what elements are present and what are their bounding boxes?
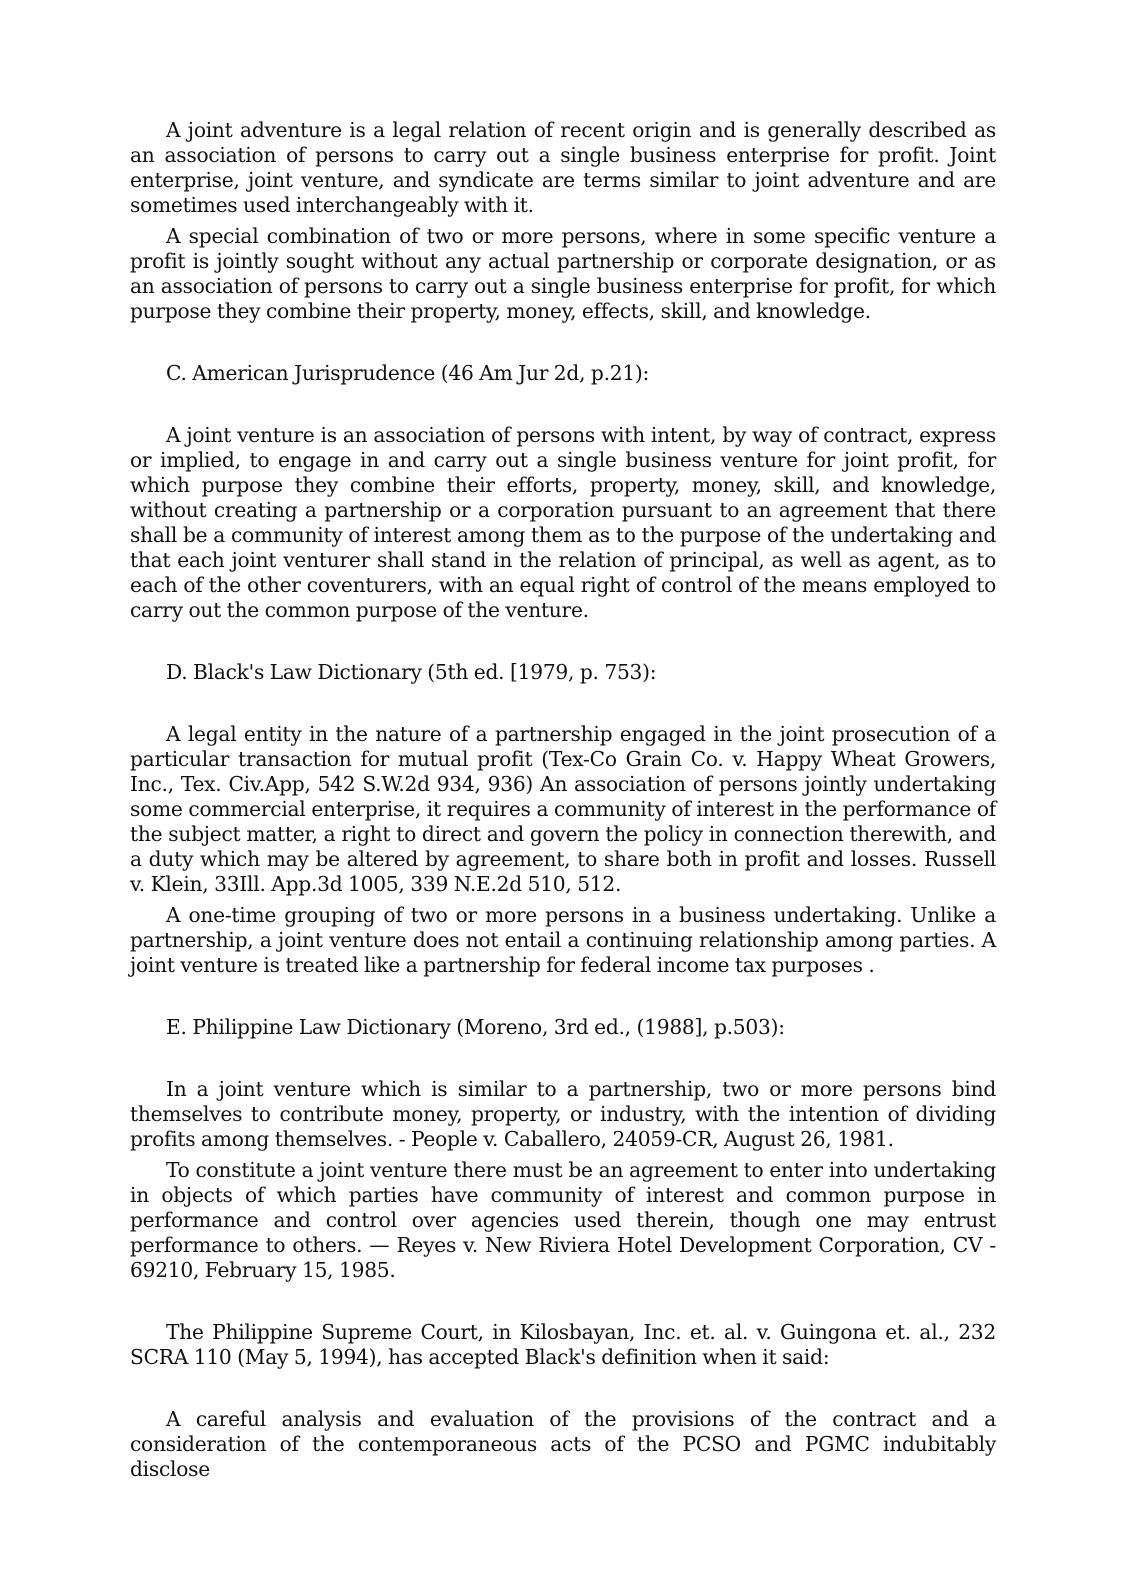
paragraph-am-jur-definition: A joint venture is an association of persons with intent, by way of contract, express or implied, to engage in and carry out a single business venture for joint profit, for which purpose they combine their efforts, property, money, skill, and knowledge, without creating a partnership or a corporation pursuant to an agreement that there shall be a community of interest among them as to the purpose of the undertaking and that each joint venturer shall stand in the relation of principal, as well as agent, as to each of the other coventurers, with an equal right of control of the means employed to carry out the common purpose of the venture. <box>130 423 996 622</box>
section-spacer <box>130 386 996 423</box>
paragraph-people-v-caballero: In a joint venture which is similar to a partnership, two or more persons bind themselves to contribute money, property, or industry, with the intention of dividing profits among themselves. - People v. Caballero, 24059-CR, August 26, 1981. <box>130 1077 996 1151</box>
paragraph-special-combination: A special combination of two or more persons, where in some specific venture a profit is jointly sought without any actual partnership or corporate designation, or as an association of persons to carry out a single business enterprise for profit, for which purpose they combine their property, money, effects, skill, and knowledge. <box>130 224 996 323</box>
paragraph-careful-analysis: A careful analysis and evaluation of the provisions of the contract and a consideration of the contemporaneous acts of the PCSO and PGMC indubitably disclose <box>130 1407 996 1481</box>
heading-american-jurisprudence: C. American Jurisprudence (46 Am Jur 2d, p.21): <box>166 361 650 385</box>
paragraph-kilosbayan-ruling: The Philippine Supreme Court, in Kilosbayan, Inc. et. al. v. Guingona et. al., 232 SCRA 110 (May 5, 1994), has accepted Black's definition when it said: <box>130 1320 996 1369</box>
section-spacer <box>130 978 996 1015</box>
section-spacer <box>130 1283 996 1320</box>
heading-blacks-law-dictionary: D. Black's Law Dictionary (5th ed. [1979, p. 753): <box>166 660 657 684</box>
section-spacer <box>130 623 996 660</box>
document-page <box>130 118 996 1482</box>
section-spacer <box>130 1040 996 1077</box>
paragraph-one-time-grouping: A one-time grouping of two or more persons in a business undertaking. Unlike a partnership, a joint venture does not entail a continuing relationship among parties. A joint venture is treated like a partnership for federal income tax purposes . <box>130 903 996 977</box>
paragraph-legal-entity-definition: A legal entity in the nature of a partnership engaged in the joint prosecution of a particular transaction for mutual profit (Tex-Co Grain Co. v. Happy Wheat Growers, Inc., Tex. Civ.App, 542 S.W.2d 934, 936) An association of persons jointly undertaking some commercial enterprise, it requires a community of interest in the performance of the subject matter, a right to direct and govern the policy in connection therewith, and a duty which may be altered by agreement, to share both in profit and losses. Russell v. Klein, 33Ill. App.3d 1005, 339 N.E.2d 510, 512. <box>130 722 996 896</box>
section-spacer <box>130 685 996 722</box>
heading-philippine-law-dictionary: E. Philippine Law Dictionary (Moreno, 3rd ed., (1988], p.503): <box>166 1015 785 1039</box>
paragraph-reyes-v-new-riviera: To constitute a joint venture there must be an agreement to enter into undertaking in objects of which parties have community of interest and common purpose in performance and control over agencies used therein, though one may entrust performance to others. — Reyes v. New Riviera Hotel Development Corporation, CV - 69210, February 15, 1985. <box>130 1158 996 1282</box>
section-spacer <box>130 324 996 361</box>
section-spacer <box>130 1370 996 1407</box>
paragraph-joint-adventure-definition: A joint adventure is a legal relation of recent origin and is generally described as an association of persons to carry out a single business enterprise for profit. Joint enterprise, joint venture, and syndicate are terms similar to joint adventure and are sometimes used interchangeably with it. <box>130 118 996 217</box>
